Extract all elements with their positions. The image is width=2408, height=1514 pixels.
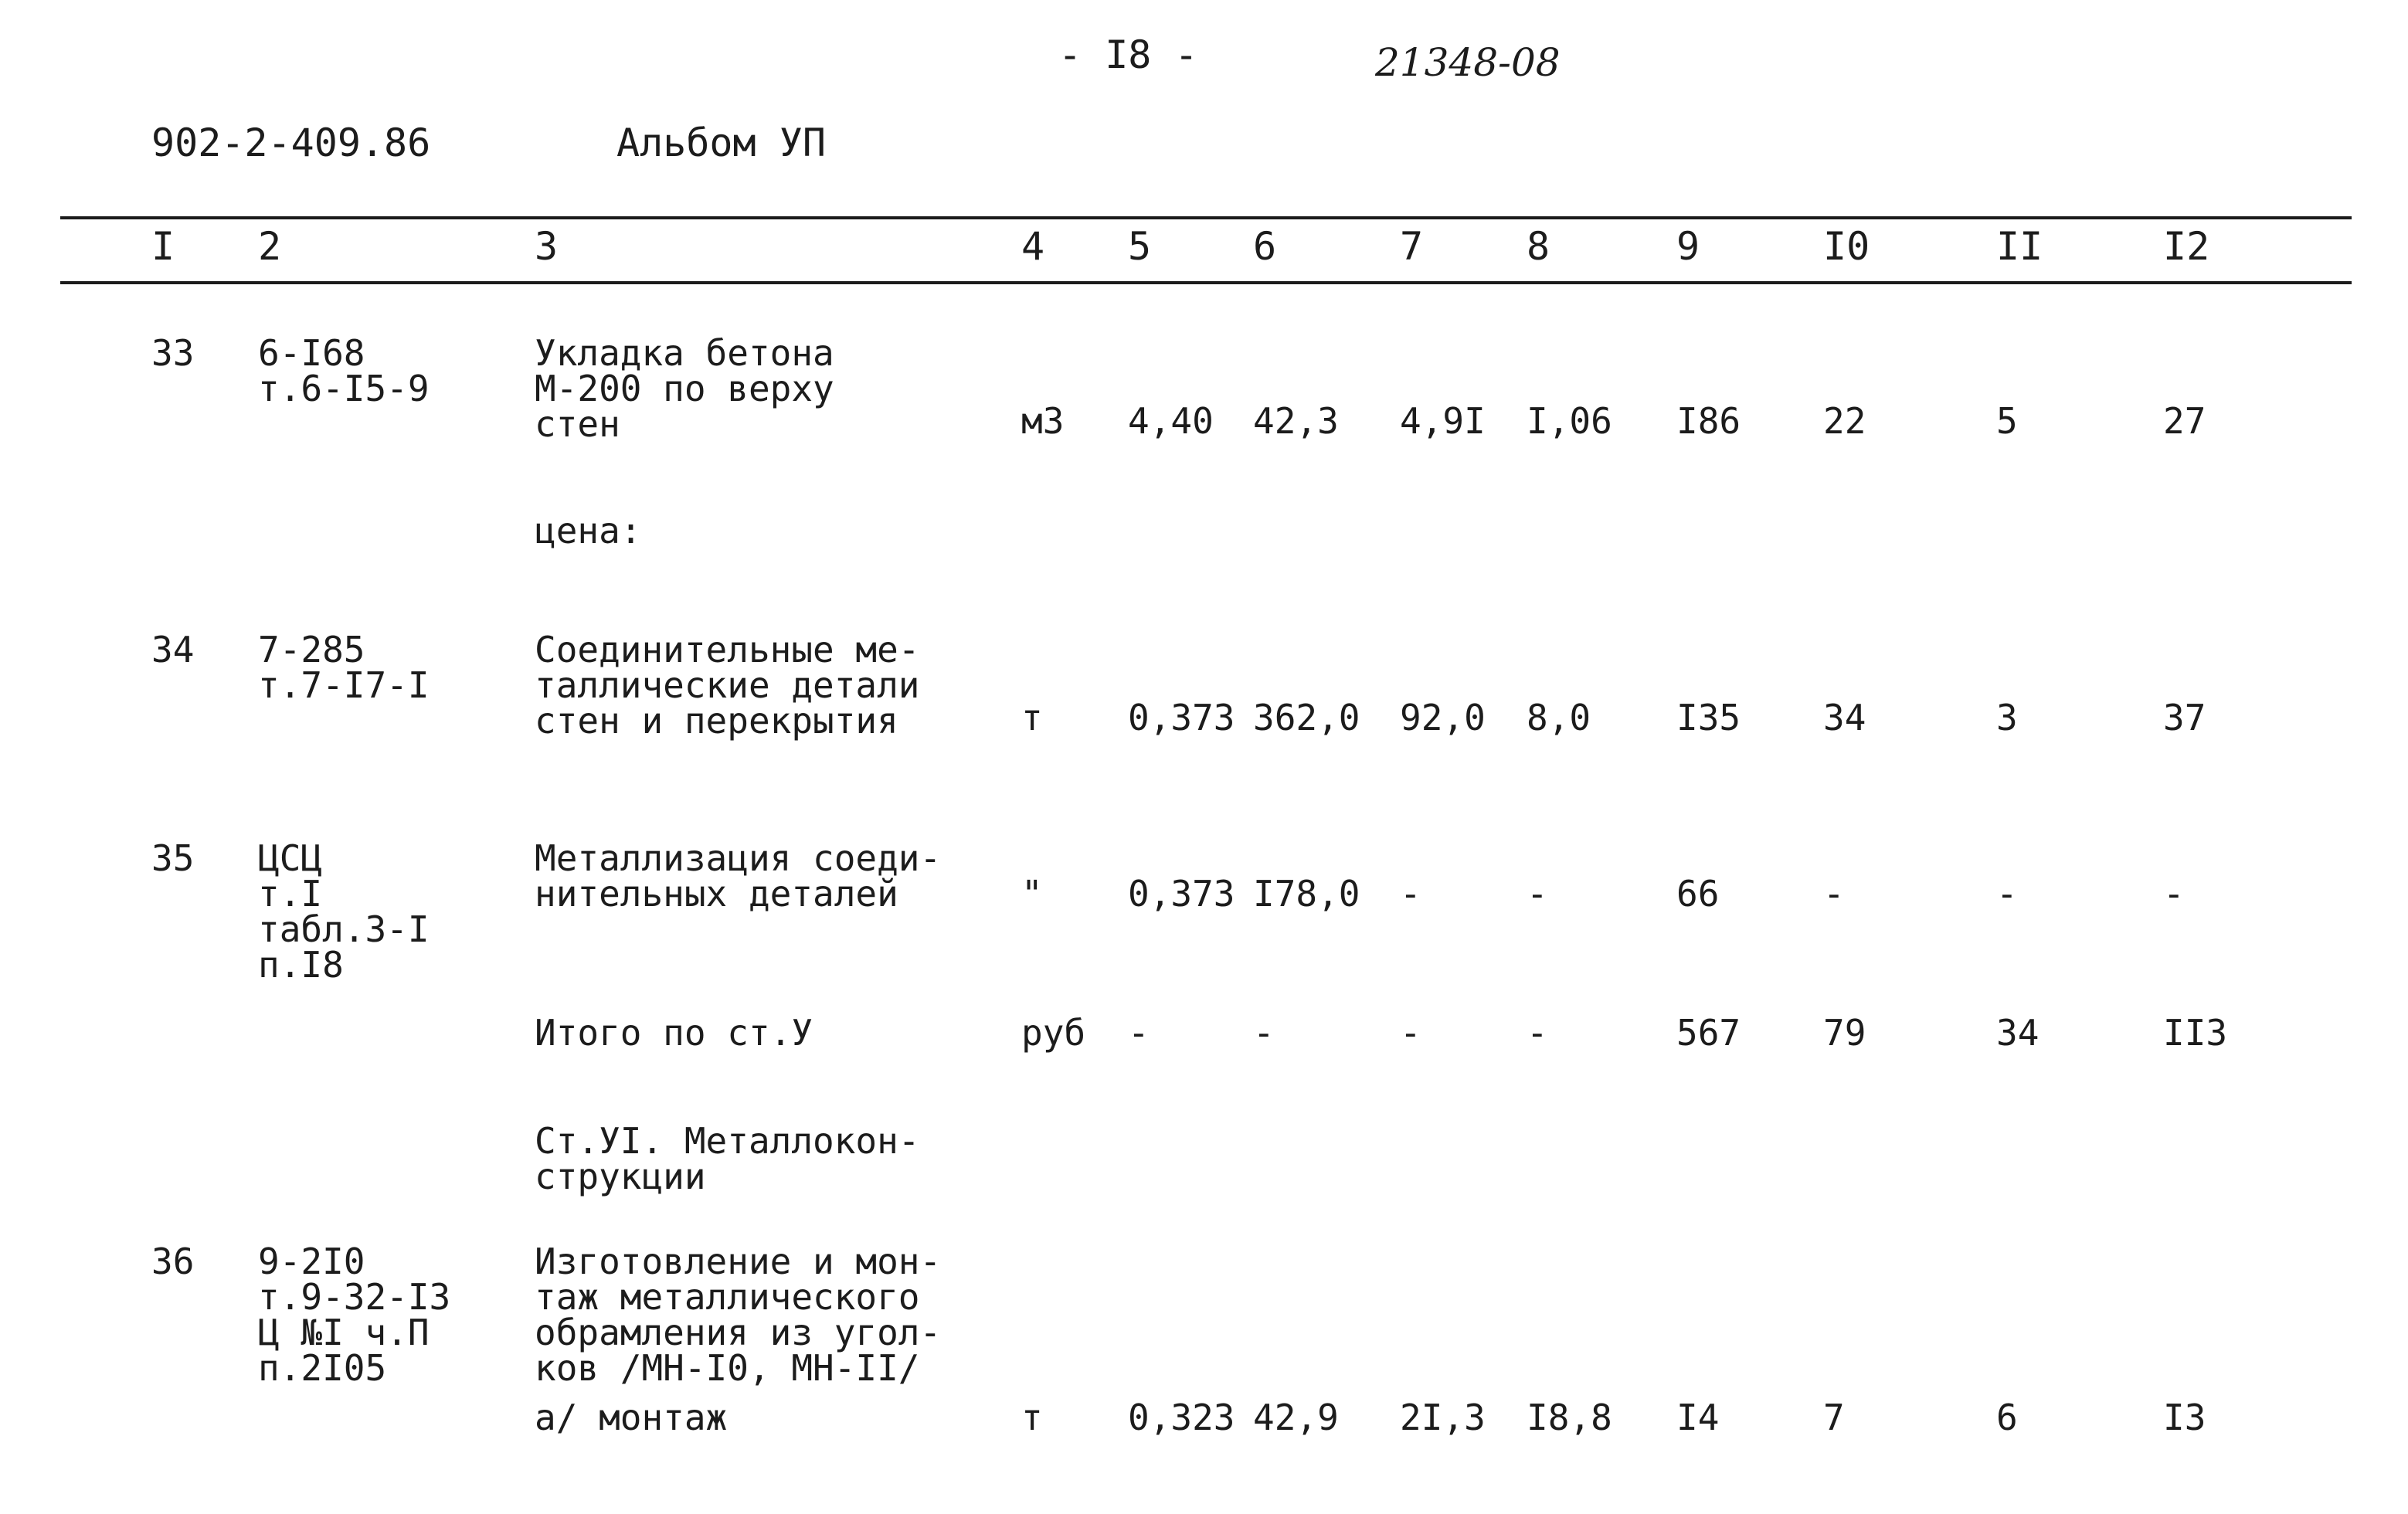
cell-11: 6 [1996, 1397, 2018, 1438]
work-description: Изготовление и мон- таж металлического обрамления из угол- ков /МН-I0, МН-II/ [535, 1241, 942, 1389]
cell-7: - [1400, 873, 1421, 915]
cell-12: I3 [2163, 1397, 2206, 1438]
unit-cell: руб [1021, 1012, 1086, 1054]
work-description: а/ монтаж [535, 1397, 728, 1438]
column-header-10: I0 [1823, 224, 1870, 269]
norm-code: ЦСЦ т.I табл.3-I п.I8 [258, 837, 430, 986]
cell-5: 4,40 [1128, 400, 1214, 442]
norm-code: 9-2I0 т.9-32-I3 Ц №I ч.П п.2I05 [258, 1241, 451, 1389]
norm-code: 6-I68 т.6-I5-9 [258, 332, 430, 409]
cell-8: I8,8 [1527, 1397, 1612, 1438]
cell-12: - [2163, 873, 2185, 915]
column-header-3: 3 [535, 224, 559, 269]
cell-8: - [1527, 873, 1548, 915]
work-description: Укладка бетона М-200 по верху стен [535, 332, 834, 445]
column-header-1: I [151, 224, 175, 269]
work-description: Металлизация соеди- нительных деталей [535, 837, 942, 915]
unit-cell: т [1021, 697, 1043, 738]
cell-9: I35 [1676, 697, 1741, 738]
row-number: 33 [151, 332, 195, 374]
norm-code: 7-285 т.7-I7-I [258, 629, 430, 706]
cell-8: - [1527, 1012, 1548, 1054]
unit-cell: т [1021, 1397, 1043, 1438]
column-header-8: 8 [1527, 224, 1550, 269]
table-top-rule [60, 216, 2352, 219]
cell-10: 7 [1823, 1397, 1845, 1438]
page-number: - I8 - [1058, 32, 1198, 77]
cell-6: - [1253, 1012, 1275, 1054]
table-header-rule [60, 281, 2352, 284]
cell-6: I78,0 [1253, 873, 1360, 915]
cell-11: - [1996, 873, 2018, 915]
column-header-5: 5 [1128, 224, 1152, 269]
cell-12: 27 [2163, 400, 2206, 442]
cell-7: 4,9I [1400, 400, 1486, 442]
cell-6: 362,0 [1253, 697, 1360, 738]
cell-12: II3 [2163, 1012, 2228, 1054]
album-title: Альбом УП [616, 121, 826, 165]
cell-11: 34 [1996, 1012, 2039, 1054]
document-number: 21348-08 [1375, 40, 1561, 85]
column-header-11: II [1996, 224, 2043, 269]
cell-5: 0,373 [1128, 873, 1235, 915]
cell-10: - [1823, 873, 1845, 915]
cell-9: 66 [1676, 873, 1720, 915]
column-header-2: 2 [258, 224, 282, 269]
cell-7: - [1400, 1012, 1421, 1054]
cell-10: 79 [1823, 1012, 1866, 1054]
cell-10: 22 [1823, 400, 1866, 442]
cell-5: 0,323 [1128, 1397, 1235, 1438]
cell-11: 3 [1996, 697, 2018, 738]
unit-cell: м3 [1021, 400, 1065, 442]
cell-10: 34 [1823, 697, 1866, 738]
row-number: 36 [151, 1241, 195, 1282]
row-number: 35 [151, 837, 195, 879]
cell-11: 5 [1996, 400, 2018, 442]
work-description: Соединительные ме- таллические детали стен и перекрытия [535, 629, 920, 742]
total-label: Итого по ст.У [535, 1012, 813, 1054]
cell-6: 42,9 [1253, 1397, 1339, 1438]
row-number: 34 [151, 629, 195, 670]
column-header-12: I2 [2163, 224, 2210, 269]
cell-9: I4 [1676, 1397, 1720, 1438]
column-header-4: 4 [1021, 224, 1045, 269]
cell-5: 0,373 [1128, 697, 1235, 738]
cell-6: 42,3 [1253, 400, 1339, 442]
unit-cell: " [1021, 873, 1043, 915]
cell-7: 92,0 [1400, 697, 1486, 738]
cell-8: 8,0 [1527, 697, 1591, 738]
price-label: цена: [535, 510, 642, 552]
cell-8: I,06 [1527, 400, 1612, 442]
project-code: 902-2-409.86 [151, 121, 431, 165]
cell-9: 567 [1676, 1012, 1741, 1054]
cell-5: - [1128, 1012, 1150, 1054]
column-header-7: 7 [1400, 224, 1424, 269]
cell-7: 2I,3 [1400, 1397, 1486, 1438]
section-heading: Ст.УI. Металлокон- струкции [535, 1120, 920, 1197]
cell-9: I86 [1676, 400, 1741, 442]
cell-12: 37 [2163, 697, 2206, 738]
column-header-9: 9 [1676, 224, 1700, 269]
column-header-6: 6 [1253, 224, 1277, 269]
